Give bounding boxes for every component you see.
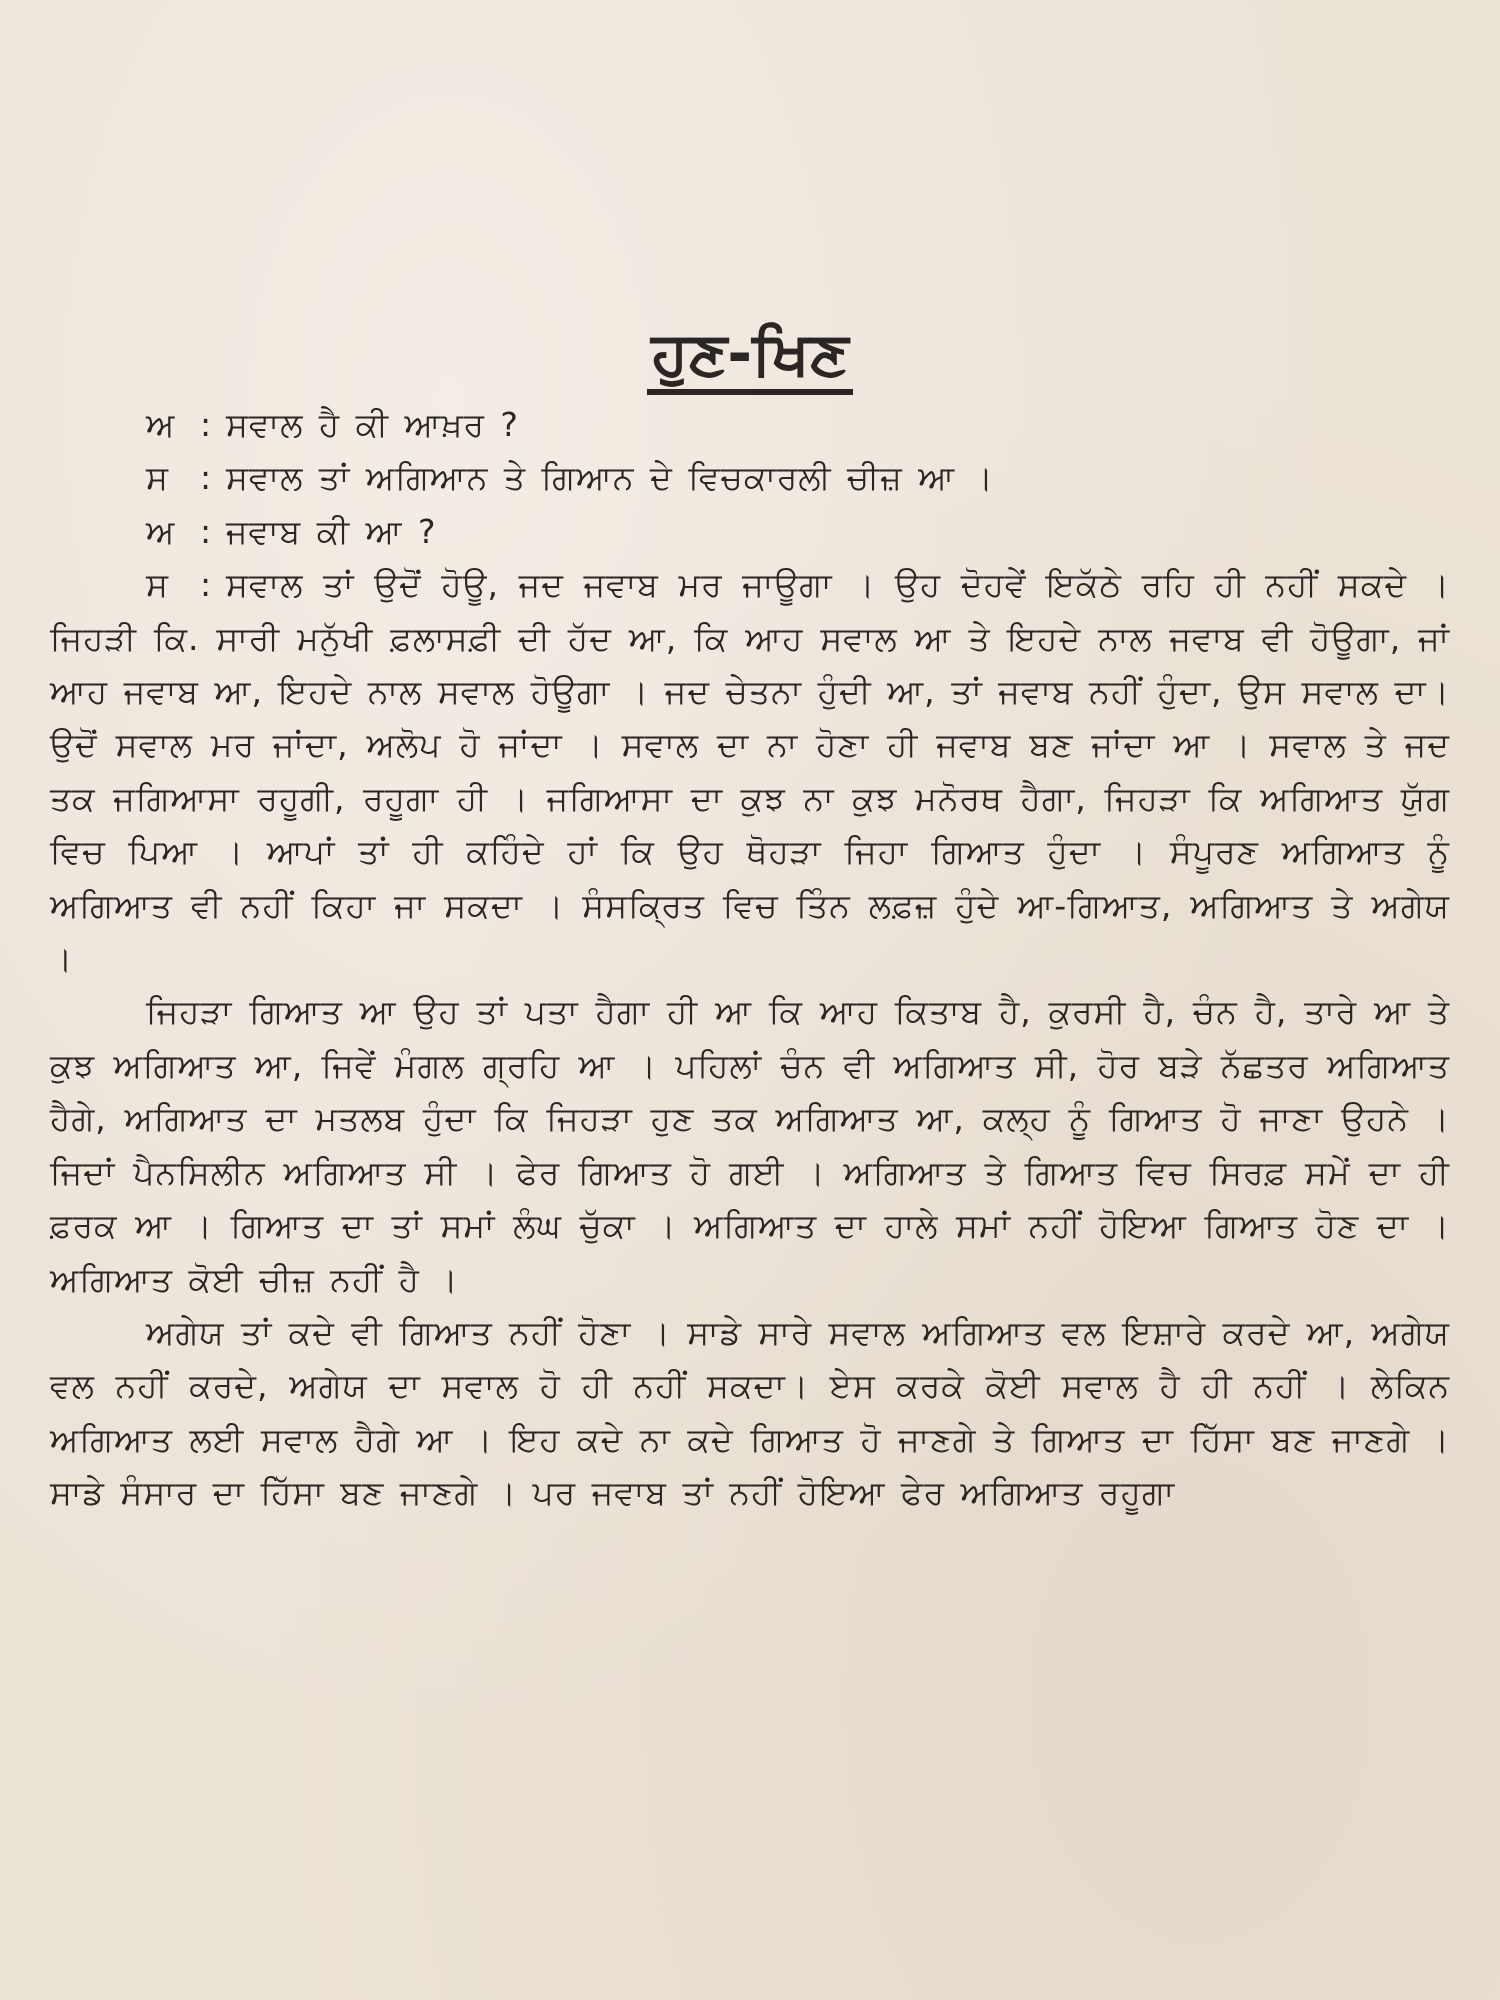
speaker-label: ਅ [146, 405, 176, 444]
paragraph-1: ਜਿਹੜਾ ਗਿਆਤ ਆ ਉਹ ਤਾਂ ਪਤਾ ਹੈਗਾ ਹੀ ਆ ਕਿ ਆਹ ਕਿਤਾਬ ਹੈ, ਕੁਰਸੀ ਹੈ, ਚੰਨ ਹੈ, ਤਾਰੇ ਆ ਤੇ ਕੁਝ ਅਗਿਆਤ ਆ, ਜਿਵੇਂ ਮੰਗਲ ਗ੍ਰਹਿ ਆ । ਪਹਿਲਾਂ ਚੰਨ ਵੀ ਅਗਿਆਤ ਸੀ, ਹੋਰ ਬੜੇ ਨੱਛਤਰ ਅਗਿਆਤ ਹੈਗੇ, ਅਗਿਆਤ ਦਾ ਮਤਲਬ ਹੁੰਦਾ ਕਿ ਜਿਹੜਾ ਹੁਣ ਤਕ ਅਗਿਆਤ ਆ, ਕਲ੍ਹ ਨੂੰ ਗਿਆਤ ਹੋ ਜਾਣਾ ਉਹਨੇ । ਜਿਦਾਂ ਪੈਨਸਿਲੀਨ ਅਗਿਆਤ ਸੀ । ਫੇਰ ਗਿਆਤ ਹੋ ਗਈ । ਅਗਿਆਤ ਤੇ ਗਿਆਤ ਵਿਚ ਸਿਰਫ਼ ਸਮੇਂ ਦਾ ਹੀ ਫ਼ਰਕ ਆ । ਗਿਆਤ ਦਾ ਤਾਂ ਸਮਾਂ ਲੰਘ ਚੁੱਕਾ । ਅਗਿਆਤ ਦਾ ਹਾਲੇ ਸਮਾਂ ਨਹੀਂ ਹੋਇਆ ਗਿਆਤ ਹੋਣ ਦਾ । ਅਗਿਆਤ ਕੋਈ ਚੀਜ਼ ਨਹੀਂ ਹੈ । [50, 992, 1450, 1299]
speaker-label: ਸ [146, 565, 169, 605]
speaker-label: ਅ [146, 511, 176, 551]
chapter-title [0, 318, 1500, 390]
paragraph-2: ਅਗੇਯ ਤਾਂ ਕਦੇ ਵੀ ਗਿਆਤ ਨਹੀਂ ਹੋਣਾ । ਸਾਡੇ ਸਾਰੇ ਸਵਾਲ ਅਗਿਆਤ ਵਲ ਇਸ਼ਾਰੇ ਕਰਦੇ ਆ, ਅਗੇਯ ਵਲ ਨਹੀਂ ਕਰਦੇ, ਅਗੇਯ ਦਾ ਸਵਾਲ ਹੋ ਹੀ ਨਹੀਂ ਸਕਦਾ। ਏਸ ਕਰਕੇ ਕੋਈ ਸਵਾਲ ਹੈ ਹੀ ਨਹੀਂ । ਲੇਕਿਨ ਅਗਿਆਤ ਲਈ ਸਵਾਲ ਹੈਗੇ ਆ । ਇਹ ਕਦੇ ਨਾ ਕਦੇ ਗਿਆਤ ਹੋ ਜਾਣਗੇ ਤੇ ਗਿਆਤ ਦਾ ਹਿੱਸਾ ਬਣ ਜਾਣਗੇ । ਸਾਡੇ ਸੰਸਾਰ ਦਾ ਹਿੱਸਾ ਬਣ ਜਾਣਗੇ । ਪਰ ਜਵਾਬ ਤਾਂ ਨਹੀਂ ਹੋਇਆ ਫੇਰ ਅਗਿਆਤ ਰਹੂਗਾ [50, 1312, 1450, 1513]
dialogue-text: ਜਵਾਬ ਕੀ ਆ ? [226, 511, 437, 551]
speaker-separator: : [200, 511, 213, 551]
dialogue-line-1 [50, 398, 1450, 451]
dialogue-text: ਸਵਾਲ ਤਾਂ ਅਗਿਆਨ ਤੇ ਗਿਆਨ ਦੇ ਵਿਚਕਾਰਲੀ ਚੀਜ਼ ਆ । [226, 458, 994, 498]
dialogue-text: ਸਵਾਲ ਹੈ ਕੀ ਆਖ਼ਰ ? [226, 405, 519, 444]
speaker-separator: : [200, 565, 213, 605]
dialogue-line-2 [50, 451, 1450, 504]
speaker-label: ਸ [146, 458, 169, 498]
dialogue-text: ਸਵਾਲ ਤਾਂ ਉਦੋਂ ਹੋਊ, ਜਦ ਜਵਾਬ ਮਰ ਜਾਊਗਾ । ਉਹ ਦੋਹਵੇਂ ਇਕੱਠੇ ਰਹਿ ਹੀ ਨਹੀਂ ਸਕਦੇ । ਜਿਹੜੀ ਕਿ. ਸਾਰੀ ਮਨੁੱਖੀ ਫ਼ਲਾਸਫ਼ੀ ਦੀ ਹੱਦ ਆ, ਕਿ ਆਹ ਸਵਾਲ ਆ ਤੇ ਇਹਦੇ ਨਾਲ ਜਵਾਬ ਵੀ ਹੋਊਗਾ, ਜਾਂ ਆਹ ਜਵਾਬ ਆ, ਇਹਦੇ ਨਾਲ ਸਵਾਲ ਹੋਊਗਾ । ਜਦ ਚੇਤਨਾ ਹੁੰਦੀ ਆ, ਤਾਂ ਜਵਾਬ ਨਹੀਂ ਹੁੰਦਾ, ਉਸ ਸਵਾਲ ਦਾ। ਉਦੋਂ ਸਵਾਲ ਮਰ ਜਾਂਦਾ, ਅਲੋਪ ਹੋ ਜਾਂਦਾ । ਸਵਾਲ ਦਾ ਨਾ ਹੋਣਾ ਹੀ ਜਵਾਬ ਬਣ ਜਾਂਦਾ ਆ । ਸਵਾਲ ਤੇ ਜਦ ਤਕ ਜਗਿਆਸਾ ਰਹੂਗੀ, ਰਹੂਗਾ ਹੀ । ਜਗਿਆਸਾ ਦਾ ਕੁਝ ਨਾ ਕੁਝ ਮਨੋਰਥ ਹੈਗਾ, ਜਿਹੜਾ ਕਿ ਅਗਿਆਤ ਯੁੱਗ ਵਿਚ ਪਿਆ । ਆਪਾਂ ਤਾਂ ਹੀ ਕਹਿੰਦੇ ਹਾਂ ਕਿ ਉਹ ਥੋਹੜਾ ਜਿਹਾ ਗਿਆਤ ਹੁੰਦਾ । ਸੰਪੂਰਣ ਅਗਿਆਤ ਨੂੰ ਅਗਿਆਤ ਵੀ ਨਹੀਂ ਕਿਹਾ ਜਾ ਸਕਦਾ । ਸੰਸਕ੍ਰਿਤ ਵਿਚ ਤਿੰਨ ਲਫ਼ਜ਼ ਹੁੰਦੇ ਆ-ਗਿਆਤ, ਅਗਿਆਤ ਤੇ ਅਗੇਯ । [50, 565, 1450, 979]
dialogue-line-4 [50, 558, 1450, 985]
body-text [50, 398, 1450, 1520]
dialogue-line-3 [50, 505, 1450, 558]
chapter-title-text: ਹੁਣ-ਖਿਣ [647, 319, 852, 395]
speaker-separator: : [200, 405, 213, 444]
speaker-separator: : [200, 458, 213, 498]
